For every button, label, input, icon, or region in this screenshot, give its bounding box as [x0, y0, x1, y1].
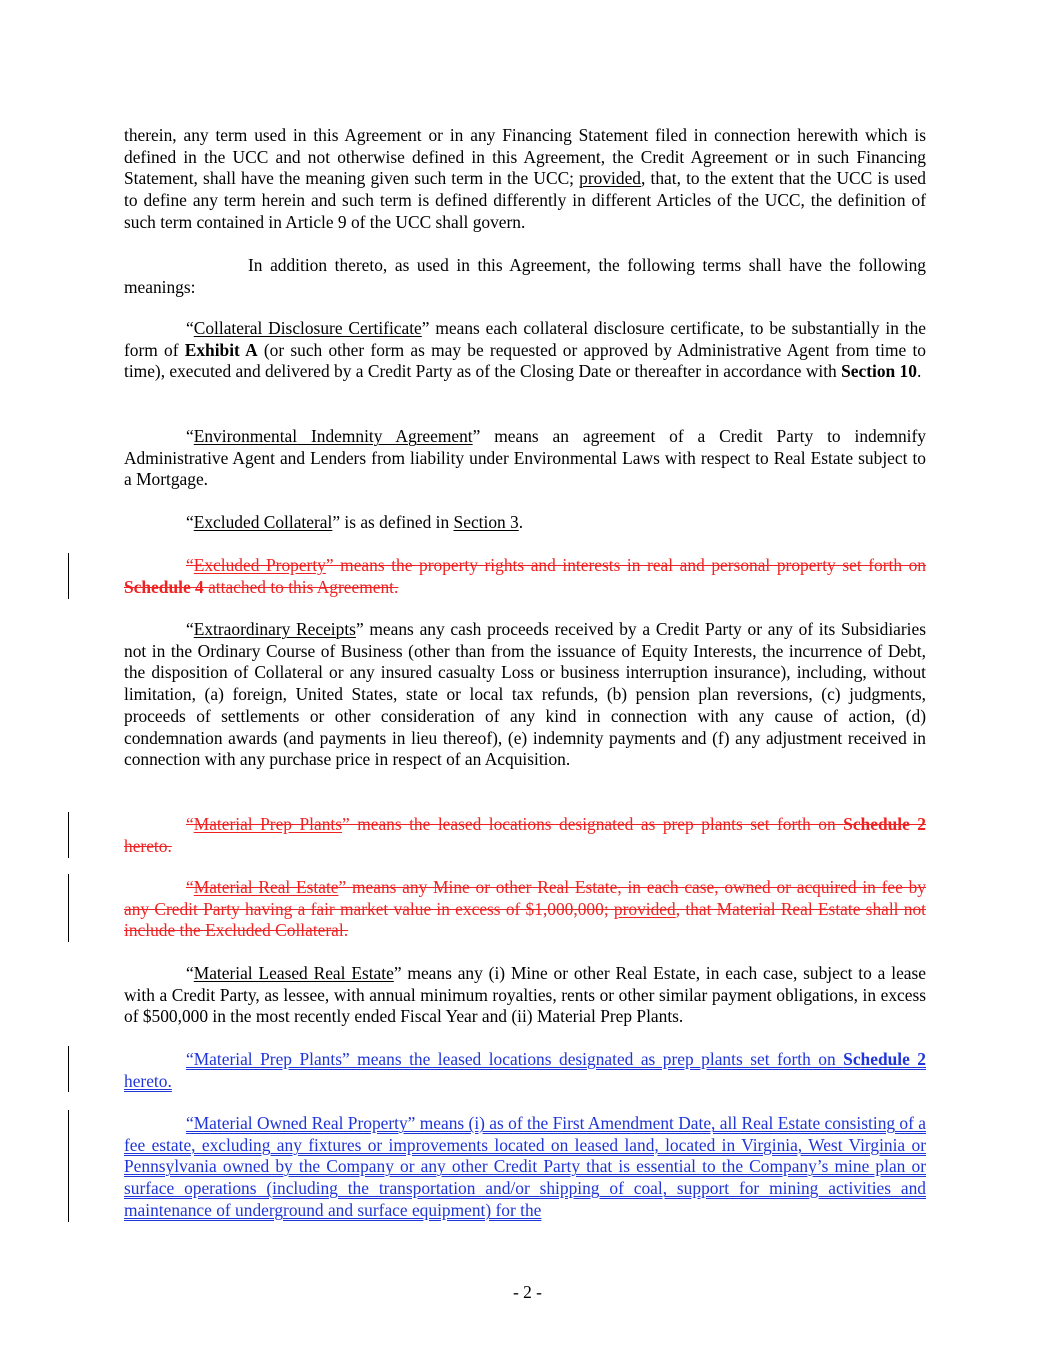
defined-term: Material Leased Real Estate	[193, 963, 394, 983]
definition-material-leased-real-estate: “Material Leased Real Estate” means any (i) Mine or other Real Estate, in each case, subject to a lease with a Credit Party, as lessee, with annual minimum royalties, rents or other similar payment obligations, in excess of $500,000 in the most recently ended Fiscal Year and (ii) Material Prep Plants.	[124, 963, 926, 1027]
change-bar	[68, 1110, 69, 1222]
paragraph-additional-terms: In addition thereto, as used in this Agreement, the following terms shall have the following meanings:	[124, 255, 926, 297]
defined-term: Environmental Indemnity Agreement	[193, 426, 473, 446]
provided-term: provided	[579, 168, 641, 189]
section-reference: Section 3	[453, 512, 519, 532]
deleted-definition-material-prep-plants: “Material Prep Plants” means the leased locations designated as prep plants set forth on Schedule 2 hereto.	[124, 814, 927, 856]
deleted-definition-excluded-property: “Excluded Property” means the property rights and interests in real and personal property set forth on Schedule 4 attached to this Agreement.	[124, 555, 927, 597]
section-reference: Section 10	[841, 361, 917, 382]
inserted-definition-material-owned-real-property: “Material Owned Real Property” means (i) as of the First Amendment Date, all Real Estate consisting of a fee estate, excluding any fixtures or improvements located on leased land, located in Virginia, West Virginia or Pennsylvania owned by the Company or any other Credit Party that is essential to the Company’s mine plan or surface operations (including the transportation and/or shipping of coal, support for mining activities and maintenance of underground and surface equipment) for the	[124, 1113, 926, 1220]
change-bar	[68, 553, 69, 599]
defined-term: Collateral Disclosure Certificate	[193, 318, 422, 338]
schedule-reference: Schedule 4	[124, 576, 204, 597]
provided-term: provided	[613, 898, 676, 919]
change-bar	[68, 812, 69, 858]
schedule-reference: Schedule 2	[843, 814, 927, 834]
defined-term: Extraordinary Receipts	[193, 619, 356, 639]
change-bar	[68, 874, 69, 942]
definition-collateral-disclosure-certificate: “Collateral Disclosure Certificate” means each collateral disclosure certificate, to be substantially in the form of Exhibit A (or such other form as may be requested or approved by Administrative Agent from time to time), executed and delivered by a Credit Party as of the Closing Date or thereafter in accordance with Section 10.	[124, 318, 927, 382]
page-number: - 2 -	[513, 1282, 542, 1302]
defined-term: Excluded Property	[193, 555, 326, 575]
deleted-definition-material-real-estate: “Material Real Estate” means any Mine or other Real Estate, in each case, owned or acquired in fee by any Credit Party having a fair market value in excess of $1,000,000; provided, that Material Real Estate shall not include the Excluded Collateral.	[124, 877, 926, 941]
defined-term: Material Real Estate	[193, 877, 339, 897]
change-bar	[68, 1046, 69, 1092]
definition-excluded-collateral: “Excluded Collateral” is as defined in Section 3.	[186, 512, 524, 532]
defined-term: Material Prep Plants	[193, 814, 342, 834]
inserted-definition-material-prep-plants: “Material Prep Plants” means the leased locations designated as prep plants set forth on Schedule 2 hereto.	[124, 1049, 927, 1091]
definition-environmental-indemnity-agreement: “Environmental Indemnity Agreement” means an agreement of a Credit Party to indemnify Administrative Agent and Lenders from liability under Environmental Laws with respect to Real Estate subject to a Mortgage.	[124, 426, 926, 490]
paragraph-ucc-definitions: therein, any term used in this Agreement or in any Financing Statement filed in connection herewith which is defined in the UCC and not otherwise defined in this Agreement, the Credit Agreement or in such Financing Statement, shall have the meaning given such term in the UCC; provided, that, to the extent that the UCC is used to define any term herein and such term is defined differently in different Articles of the UCC, the definition of such term contained in Article 9 of the UCC shall govern.	[124, 125, 927, 232]
definition-extraordinary-receipts: “Extraordinary Receipts” means any cash proceeds received by a Credit Party or any of its Subsidiaries not in the Ordinary Course of Business (other than from the issuance of Equity Interests, the incurrence of Debt, the disposition of Collateral or any insured casualty Loss or business interruption insurance), including, without limitation, (a) foreign, United States, state or local tax refunds, (b) pension plan reversions, (c) judgments, proceeds of settlements or other consideration of any kind in connection with any cause of action, (d) condemnation awards (and payments in lieu thereof), (e) indemnity payments and (f) any adjustment received in connection with any purchase price in respect of an Acquisition.	[124, 619, 926, 770]
schedule-reference: Schedule 2	[843, 1049, 927, 1069]
defined-term: Excluded Collateral	[193, 512, 333, 532]
exhibit-reference: Exhibit A	[184, 339, 258, 360]
